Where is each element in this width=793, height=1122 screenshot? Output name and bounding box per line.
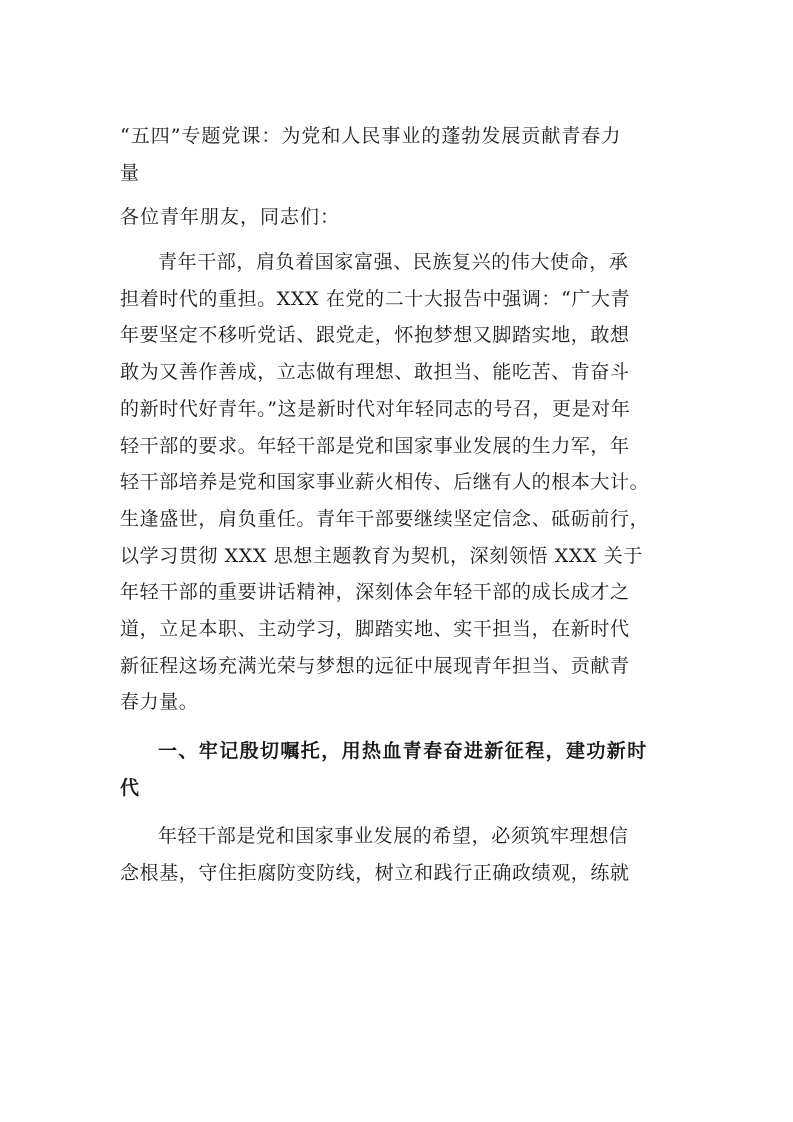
paragraph-line: 青年干部，肩负着国家富强、民族复兴的伟大使命，承 (158, 251, 629, 274)
paragraph-line: 的新时代好青年。”这是新时代对年轻同志的号召，更是对年 (120, 397, 631, 420)
paragraph-line: 新征程这场充满光荣与梦想的远征中展现青年担当、贡献青 (120, 654, 630, 677)
paragraph-line: 生逢盛世，肩负重任。青年干部要继续坚定信念、砥砺前行， (120, 507, 650, 530)
document-title (120, 118, 682, 191)
paragraph-line: 轻干部培养是党和国家事业薪火相传、后继有人的根本大计。 (120, 471, 650, 494)
paragraph-line: 年轻干部是党和国家事业发展的希望，必须筑牢理想信 (158, 825, 629, 848)
greeting: 各位青年朋友，同志们： (120, 206, 341, 229)
paragraph-line: 敢为又善作善成，立志做有理想、敢担当、能吃苦、肯奋斗 (120, 361, 630, 384)
paragraph-line: 念根基，守住拒腐防变防线，树立和践行正确政绩观，练就 (120, 862, 630, 885)
heading-line: 代 (120, 776, 141, 799)
paragraph-1 (120, 244, 682, 721)
paragraph-line: 春力量。 (120, 691, 199, 714)
paragraph-2 (120, 818, 682, 891)
paragraph-line: 年要坚定不移听党话、跟党走，怀抱梦想又脚踏实地，敢想 (120, 324, 630, 347)
title-line: “五四”专题党课：为党和人民事业的蓬勃发展贡献青春力 (120, 125, 622, 147)
heading-line: 一、牢记殷切嘱托，用热血青春奋进新征程，建功新时 (158, 740, 648, 762)
paragraph-line: 道，立足本职、主动学习，脚踏实地、实干担当，在新时代 (120, 617, 630, 640)
paragraph-line: 担着时代的重担。XXX 在党的二十大报告中强调：“广大青 (120, 287, 631, 310)
document-page (120, 118, 682, 892)
paragraph-line: 年轻干部的重要讲话精神，深刻体会年轻干部的成长成才之 (120, 581, 630, 604)
section-1-heading (120, 733, 682, 806)
paragraph-line: 以学习贯彻 XXX 思想主题教育为契机，深刻领悟 XXX 关于 (120, 544, 643, 567)
paragraph-line: 轻干部的要求。年轻干部是党和国家事业发展的生力军，年 (120, 434, 630, 457)
title-line: 量 (120, 161, 141, 184)
